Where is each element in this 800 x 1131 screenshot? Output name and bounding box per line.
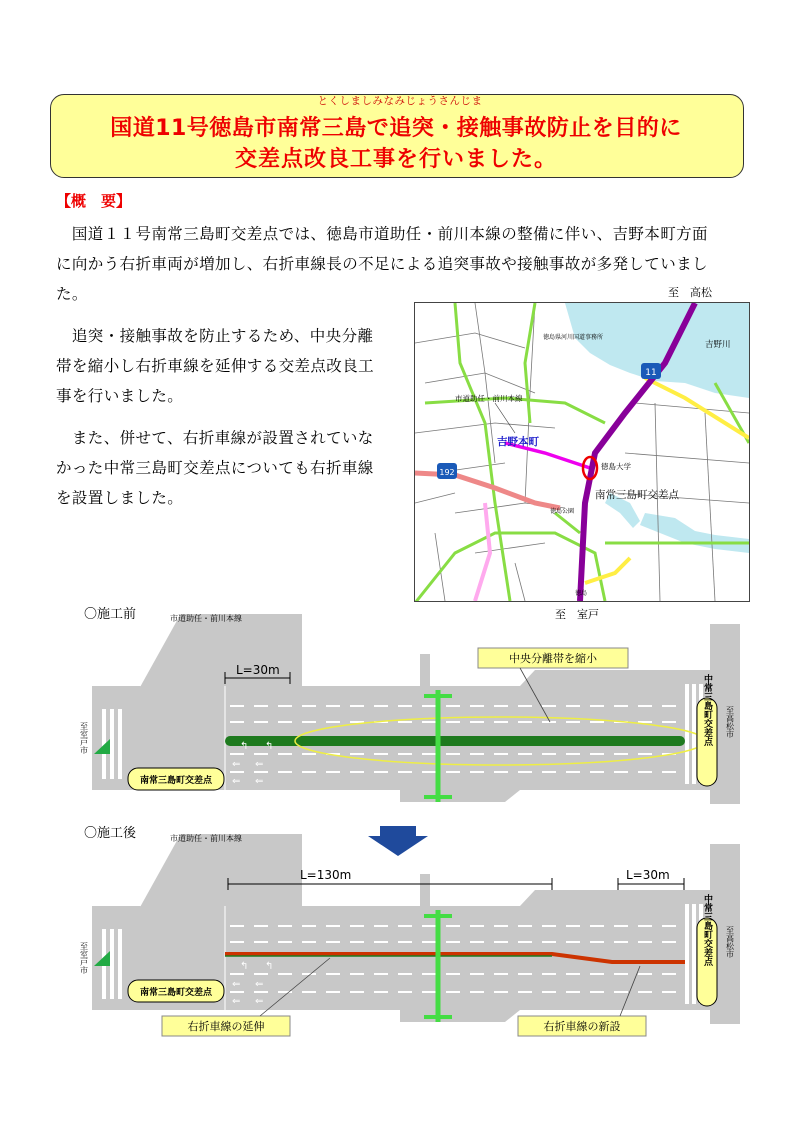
route-192-road [415,473,560,508]
svg-text:↰: ↰ [265,961,274,972]
route-192-number: 192 [439,468,455,477]
svg-text:↰: ↰ [240,961,249,972]
overview-paragraph-3: また、併せて、右折車線が設置されていなかった中常三島町交差点についても右折車線を設置しました。 [56,429,374,507]
before-right-direction: 至高松市 [725,706,735,738]
map-svg [415,303,749,601]
map-to-north: 至 高松 [668,286,712,299]
label-tokushima: 徳島 [575,590,588,597]
yellow-road-2 [585,558,630,583]
map-to-south: 至 室戸 [555,608,599,621]
after-diagram [80,834,740,1038]
after-right-direction: 至高松市 [725,926,735,958]
svg-text:⇐: ⇐ [255,776,264,787]
label-intersection: 南常三島町交差点 [595,489,679,501]
label-university: 徳島大学 [601,462,631,471]
label-city-road: 市道助任・前川本線 [455,394,523,403]
before-label: 〇施工前 [84,607,137,622]
page-title-line1: 国道11号徳島市南常三島で追突・接触事故防止を目的に [110,116,682,141]
before-right-intersection: 中常三島町交差点 [702,674,712,746]
svg-text:⇐: ⇐ [255,979,264,990]
svg-text:⇐: ⇐ [255,759,264,770]
svg-text:⇐: ⇐ [232,979,241,990]
after-length-right: L=30m [626,868,670,882]
after-side-road [140,834,220,906]
before-left-intersection: 南常三島町交差点 [139,776,213,786]
after-length-left: L=130m [300,868,352,882]
label-yoshino-honmachi: 吉野本町 [497,436,539,448]
route-11-number: 11 [645,368,657,378]
after-right-intersection: 中常三島町交差点 [702,894,712,966]
after-left-direction: 至室戸市 [80,942,89,974]
before-side-road [140,614,220,686]
overview-heading: 【概 要】 [56,192,132,210]
svg-text:⇐: ⇐ [232,759,241,770]
location-map [414,302,750,602]
svg-text:⇐: ⇐ [255,996,264,1007]
after-left-intersection: 南常三島町交差点 [139,988,213,998]
overview-paragraph-1: 国道１１号南常三島町交差点では、徳島市道助任・前川本線の整備に伴い、吉野本町方面に向かう右折車両が増加し、右折車線長の不足による追突事故や接触事故が多発していました。 [56,225,708,303]
title-ruby: とくしましみなみじょうさんじま [317,95,483,107]
after-callout-new: 右折車線の新設 [543,1020,621,1033]
before-callout: 中央分離帯を縮小 [509,652,597,665]
page-title-line2: 交差点改良工事を行いました。 [234,147,557,172]
svg-text:⇐: ⇐ [232,776,241,787]
before-median [225,736,685,746]
svg-text:⇐: ⇐ [232,996,241,1007]
after-callout-extend: 右折車線の延伸 [187,1020,265,1033]
before-road-name: 市道助任・前川本線 [170,614,242,623]
svg-text:↰: ↰ [240,741,249,752]
label-park: 徳島公園 [550,508,575,515]
svg-text:↰: ↰ [265,741,274,752]
label-yoshinogawa: 吉野川 [705,340,731,350]
overview-paragraph-2: 追突・接触事故を防止するため、中央分離帯を縮小し右折車線を延伸する交差点改良工事を行いました。 [56,327,375,405]
label-office: 徳島県河川国道事務所 [543,334,604,341]
before-diagram [80,614,740,818]
after-road-name: 市道助任・前川本線 [170,834,242,843]
before-left-direction: 至室戸市 [80,722,89,754]
label-leader-line [495,403,515,433]
canal-shape [640,513,749,553]
before-length: L=30m [236,663,280,677]
after-label: 〇施工後 [84,826,137,841]
